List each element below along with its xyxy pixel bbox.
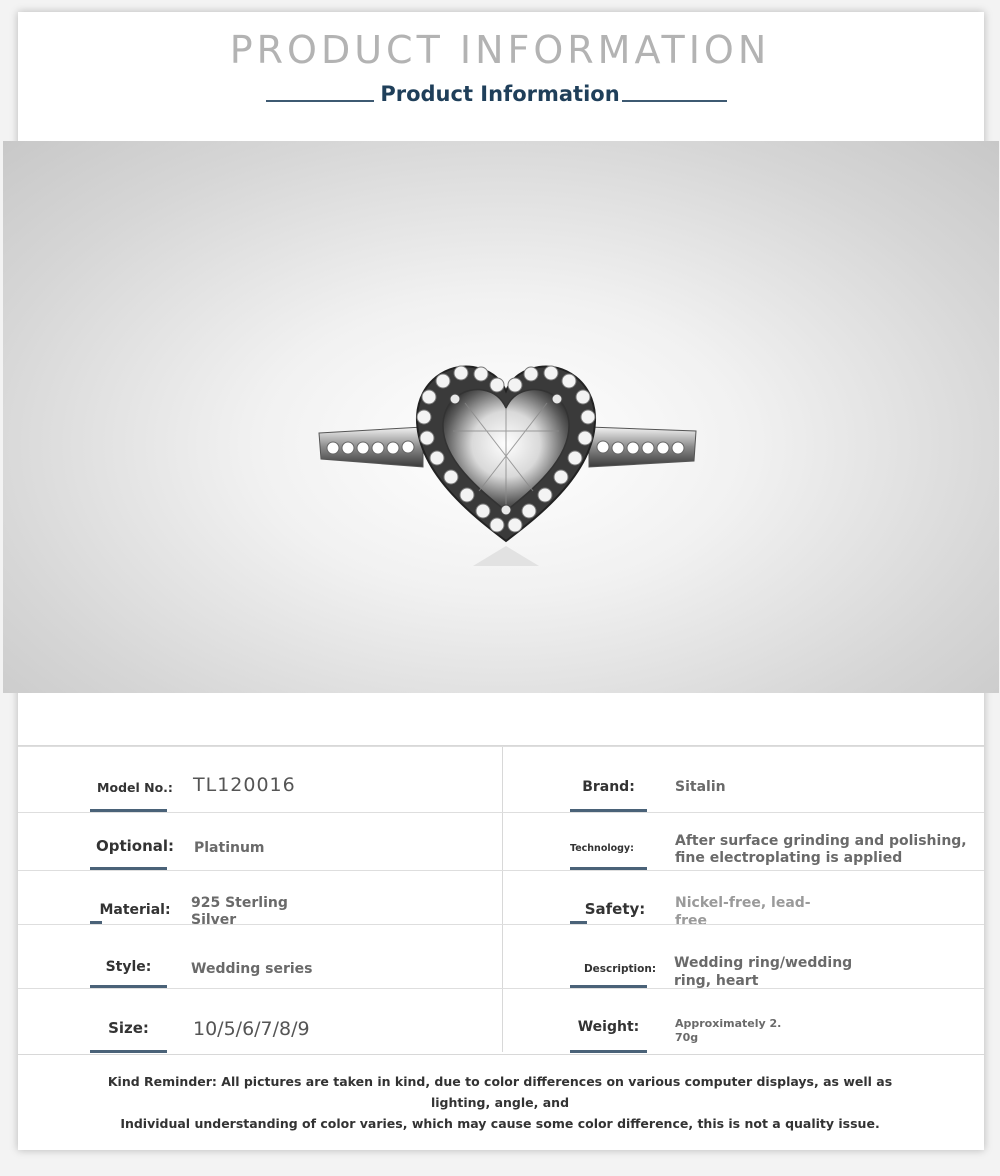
- spec-row: [18, 812, 984, 871]
- reminder-line-2: Individual understanding of color varies, which may cause some color difference, this is not a quality issue.: [120, 1116, 880, 1131]
- style-value: Wedding series: [191, 961, 313, 977]
- page-subtitle: Product Information: [380, 82, 620, 106]
- brand-value: Sitalin: [675, 779, 726, 795]
- technology-value-line-1: After surface grinding and polishing,: [675, 833, 967, 849]
- size-value: 10/5/6/7/8/9: [193, 1018, 310, 1040]
- safety-label: Safety:: [584, 900, 646, 918]
- material-label: Material:: [99, 902, 171, 918]
- subtitle-row: [0, 82, 1000, 112]
- material-value-line-2: Silver: [191, 912, 237, 928]
- size-underline: [90, 1050, 167, 1053]
- technology-value-line-2: fine electroplating is applied: [675, 850, 903, 866]
- material-value-line-1: 925 Sterling: [191, 895, 288, 911]
- model-label: Model No.:: [97, 780, 173, 795]
- optional-value: Platinum: [194, 840, 265, 856]
- brand-label: Brand:: [582, 779, 635, 795]
- kind-reminder: [80, 1071, 920, 1134]
- reminder-line-1: Kind Reminder: All pictures are taken in kind, due to color differences on various computer displays, as well as lighting, angle, and: [107, 1074, 893, 1110]
- spec-row: [18, 988, 984, 1053]
- heart-ring-image: [3, 141, 999, 693]
- page-title: PRODUCT INFORMATION: [229, 28, 771, 72]
- technology-label: Technology:: [570, 843, 634, 854]
- spec-row: [18, 870, 984, 929]
- safety-value-line-2: free: [675, 913, 707, 929]
- size-label: Size:: [108, 1019, 149, 1037]
- subtitle-rule-right: [622, 100, 727, 102]
- weight-value-line-2: 70g: [675, 1031, 699, 1044]
- spec-row: [18, 746, 984, 813]
- description-value-line-2: ring, heart: [674, 973, 759, 989]
- model-value: TL120016: [193, 774, 296, 796]
- style-label: Style:: [105, 959, 152, 975]
- description-label: Description:: [583, 963, 657, 975]
- description-value-line-1: Wedding ring/wedding: [674, 955, 853, 971]
- weight-underline: [570, 1050, 647, 1053]
- product-image: [3, 141, 999, 693]
- weight-value-line-1: Approximately 2.: [675, 1017, 782, 1030]
- spec-row: [18, 924, 984, 989]
- weight-label: Weight:: [577, 1019, 640, 1035]
- safety-value-line-1: Nickel-free, lead-: [675, 895, 811, 911]
- spec-table: [18, 745, 984, 1055]
- optional-label: Optional:: [95, 837, 175, 855]
